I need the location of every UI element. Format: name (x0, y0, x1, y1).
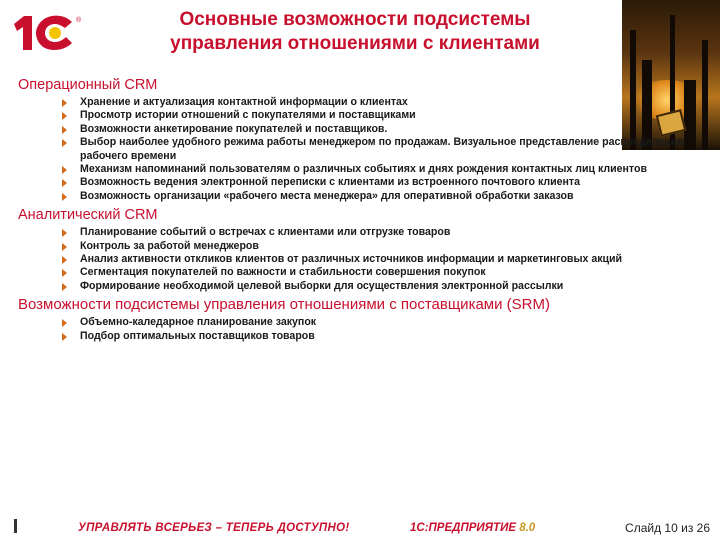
list-item: Выбор наиболее удобного режима работы менеджером по продажам. Визуальное представление распределения рабочего времени (62, 136, 708, 163)
bullet-list (18, 96, 708, 203)
section-heading: Аналитический CRM (18, 207, 158, 224)
bullet-arrow-icon (62, 333, 67, 341)
bullet-arrow-icon (62, 126, 67, 134)
bullet-arrow-icon (62, 229, 67, 237)
footer-product (410, 522, 535, 534)
list-item: Возможности анкетирование покупателей и поставщиков. (62, 123, 708, 136)
title-line-1: Основные возможности подсистемы (179, 9, 531, 30)
slide-header (0, 0, 720, 70)
bullet-arrow-icon (62, 139, 67, 147)
product-version: 8.0 (519, 522, 536, 534)
bullet-arrow-icon (62, 112, 67, 120)
section-heading: Возможности подсистемы управления отношениями с поставщиками (SRM) (18, 296, 550, 314)
bullet-arrow-icon (62, 193, 67, 201)
list-item: Механизм напоминаний пользователям о различных событиях и днях рождения контактных лиц клиентов (62, 163, 708, 176)
list-item: Контроль за работой менеджеров (62, 240, 708, 253)
page-title (95, 8, 615, 56)
bullet-list (18, 226, 708, 293)
footer-slogan: УПРАВЛЯТЬ ВСЕРЬЕЗ – ТЕПЕРЬ ДОСТУПНО! (78, 522, 350, 534)
svg-text:®: ® (76, 17, 82, 24)
list-item: Хранение и актуализация контактной информации о клиентах (62, 96, 708, 109)
list-item: Возможность организации «рабочего места менеджера» для оперативной обработки заказов (62, 190, 708, 203)
section-operational-crm (18, 76, 708, 203)
list-item: Возможность ведения электронной переписки с клиентами из встроенного почтового клиента (62, 176, 708, 189)
bullet-list (18, 316, 708, 343)
bullet-arrow-icon (62, 166, 67, 174)
list-item: Объемно-каледарное планирование закупок (62, 316, 708, 329)
list-item: Сегментация покупателей по важности и стабильности совершения покупок (62, 266, 708, 279)
bullet-arrow-icon (62, 243, 67, 251)
bullet-arrow-icon (62, 179, 67, 187)
list-item: Просмотр истории отношений с покупателями и поставщиками (62, 109, 708, 122)
slide-counter: Слайд 10 из 26 (625, 521, 710, 535)
title-line-2: управления отношениями с клиентами (170, 33, 540, 54)
bullet-arrow-icon (62, 269, 67, 277)
bullet-arrow-icon (62, 256, 67, 264)
bullet-arrow-icon (62, 319, 67, 327)
slide-content (18, 76, 708, 346)
section-heading: Операционный CRM (18, 77, 158, 93)
product-name: 1С:ПРЕДПРИЯТИЕ (410, 522, 517, 534)
bullet-arrow-icon (62, 283, 67, 291)
footer-divider (14, 519, 17, 533)
list-item: Формирование необходимой целевой выборки для осуществления электронной рассылки (62, 280, 708, 293)
bullet-arrow-icon (62, 99, 67, 107)
list-item: Подбор оптимальных поставщиков товаров (62, 330, 708, 343)
slide-footer (0, 515, 720, 540)
section-srm (18, 296, 708, 343)
list-item: Анализ активности откликов клиентов от различных источников информации и маркетинговых акций (62, 253, 708, 266)
list-item: Планирование событий о встречах с клиентами или отгрузке товаров (62, 226, 708, 239)
1c-logo (10, 10, 90, 56)
section-analytical-crm (18, 206, 708, 293)
